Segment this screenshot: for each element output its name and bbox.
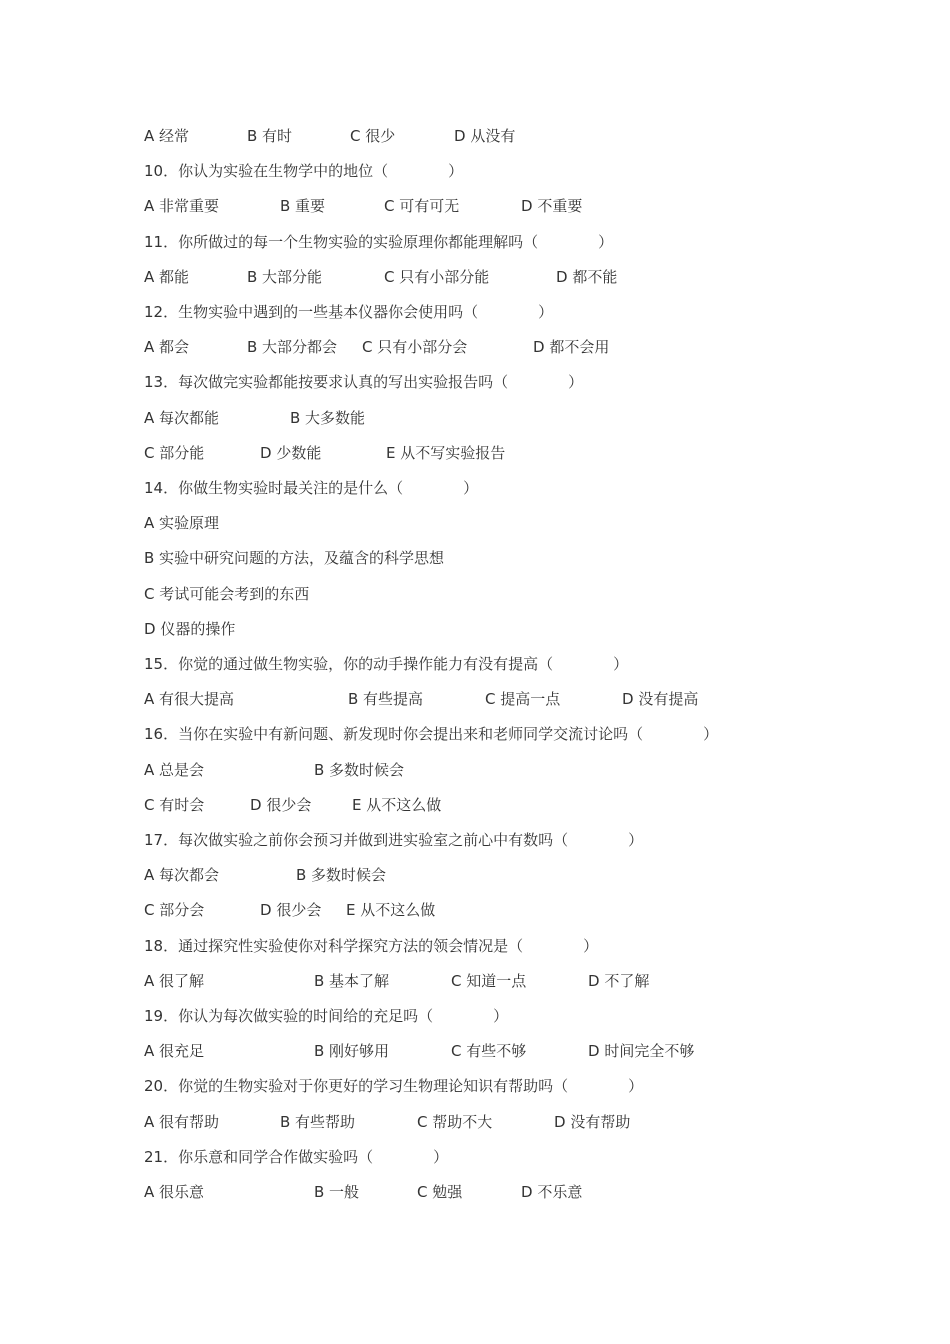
answer-option: B 一般 (314, 1183, 360, 1201)
question-line (144, 476, 478, 500)
answer-option: D 很少会 (260, 901, 322, 919)
answer-option: A 很充足 (144, 1042, 205, 1060)
answer-option: D 没有提高 (622, 690, 699, 708)
question-text: 16．当你在实验中有新问题、新发现时你会提出来和老师同学交流讨论吗（ ） (144, 725, 719, 743)
question-text: 14．你做生物实验时最关注的是什么（ ） (144, 479, 479, 497)
question-line (144, 828, 643, 852)
answer-option: B 大部分能 (247, 268, 323, 286)
question-text: 13．每次做完实验都能按要求认真的写出实验报告吗（ ） (144, 373, 584, 391)
answer-option: B 大部分都会 (247, 338, 338, 356)
question-line (144, 230, 613, 254)
question-text: 17．每次做实验之前你会预习并做到进实验室之前心中有数吗（ ） (144, 831, 644, 849)
question-line (144, 1145, 448, 1169)
question-text: 10．你认为实验在生物学中的地位（ ） (144, 162, 464, 180)
question-line (144, 934, 598, 958)
answer-option: A 每次都会 (144, 866, 220, 884)
answer-option: C 只有小部分能 (384, 268, 490, 286)
answer-option: B 有些提高 (348, 690, 424, 708)
question-text: 12．生物实验中遇到的一些基本仪器你会使用吗（ ） (144, 303, 554, 321)
answer-option: E 从不写实验报告 (386, 444, 506, 462)
answer-option: B 大多数能 (290, 409, 366, 427)
answer-option: C 有些不够 (451, 1042, 527, 1060)
answer-option: C 可有可无 (384, 197, 460, 215)
question-text: 20．你觉的生物实验对于你更好的学习生物理论知识有帮助吗（ ） (144, 1077, 644, 1095)
answer-option: A 非常重要 (144, 197, 220, 215)
question-text: 18．通过探究性实验使你对科学探究方法的领会情况是（ ） (144, 937, 599, 955)
answer-option: A 都能 (144, 268, 190, 286)
question-text: 15．你觉的通过做生物实验，你的动手操作能力有没有提高（ ） (144, 655, 629, 673)
answer-option: E 从不这么做 (352, 796, 442, 814)
answer-option: E 从不这么做 (346, 901, 436, 919)
question-text: 21．你乐意和同学合作做实验吗（ ） (144, 1148, 449, 1166)
answer-option: C 知道一点 (451, 972, 527, 990)
question-text: 11．你所做过的每一个生物实验的实验原理你都能理解吗（ ） (144, 233, 614, 251)
answer-option: C 考试可能会考到的东西 (144, 585, 310, 603)
answer-option: A 有很大提高 (144, 690, 235, 708)
answer-option: D 很少会 (250, 796, 312, 814)
answer-option: C 帮助不大 (417, 1113, 493, 1131)
question-line (144, 159, 463, 183)
answer-option: B 基本了解 (314, 972, 390, 990)
answer-option: A 总是会 (144, 761, 205, 779)
answer-option: A 很有帮助 (144, 1113, 220, 1131)
answer-option: D 都不会用 (533, 338, 610, 356)
answer-option: C 部分能 (144, 444, 205, 462)
answer-option: B 多数时候会 (296, 866, 387, 884)
question-line (144, 652, 628, 676)
answer-option: D 都不能 (556, 268, 618, 286)
answer-option: D 不重要 (521, 197, 583, 215)
answer-option: B 有时 (247, 127, 293, 145)
answer-option: B 有些帮助 (280, 1113, 356, 1131)
answer-option: A 很了解 (144, 972, 205, 990)
answer-option: D 没有帮助 (554, 1113, 631, 1131)
answer-option: D 少数能 (260, 444, 322, 462)
answer-option: B 多数时候会 (314, 761, 405, 779)
answer-option: C 部分会 (144, 901, 205, 919)
answer-option: D 不了解 (588, 972, 650, 990)
answer-option: D 不乐意 (521, 1183, 583, 1201)
question-line (144, 370, 583, 394)
answer-option: C 有时会 (144, 796, 205, 814)
answer-option: D 从没有 (454, 127, 516, 145)
answer-option: A 经常 (144, 127, 190, 145)
question-text: 19．你认为每次做实验的时间给的充足吗（ ） (144, 1007, 509, 1025)
answer-option: C 只有小部分会 (362, 338, 468, 356)
question-line (144, 1074, 643, 1098)
answer-option: A 都会 (144, 338, 190, 356)
answer-option: C 勉强 (417, 1183, 463, 1201)
answer-option: C 很少 (350, 127, 396, 145)
answer-option: A 很乐意 (144, 1183, 205, 1201)
answer-option: B 实验中研究问题的方法，及蕴含的科学思想 (144, 549, 445, 567)
answer-option: D 仪器的操作 (144, 620, 236, 638)
question-line (144, 722, 718, 746)
answer-option: A 每次都能 (144, 409, 220, 427)
question-line (144, 300, 553, 324)
answer-option: B 重要 (280, 197, 326, 215)
answer-option: B 刚好够用 (314, 1042, 390, 1060)
answer-option: A 实验原理 (144, 514, 220, 532)
question-line (144, 1004, 508, 1028)
answer-option: D 时间完全不够 (588, 1042, 695, 1060)
answer-option: C 提高一点 (485, 690, 561, 708)
